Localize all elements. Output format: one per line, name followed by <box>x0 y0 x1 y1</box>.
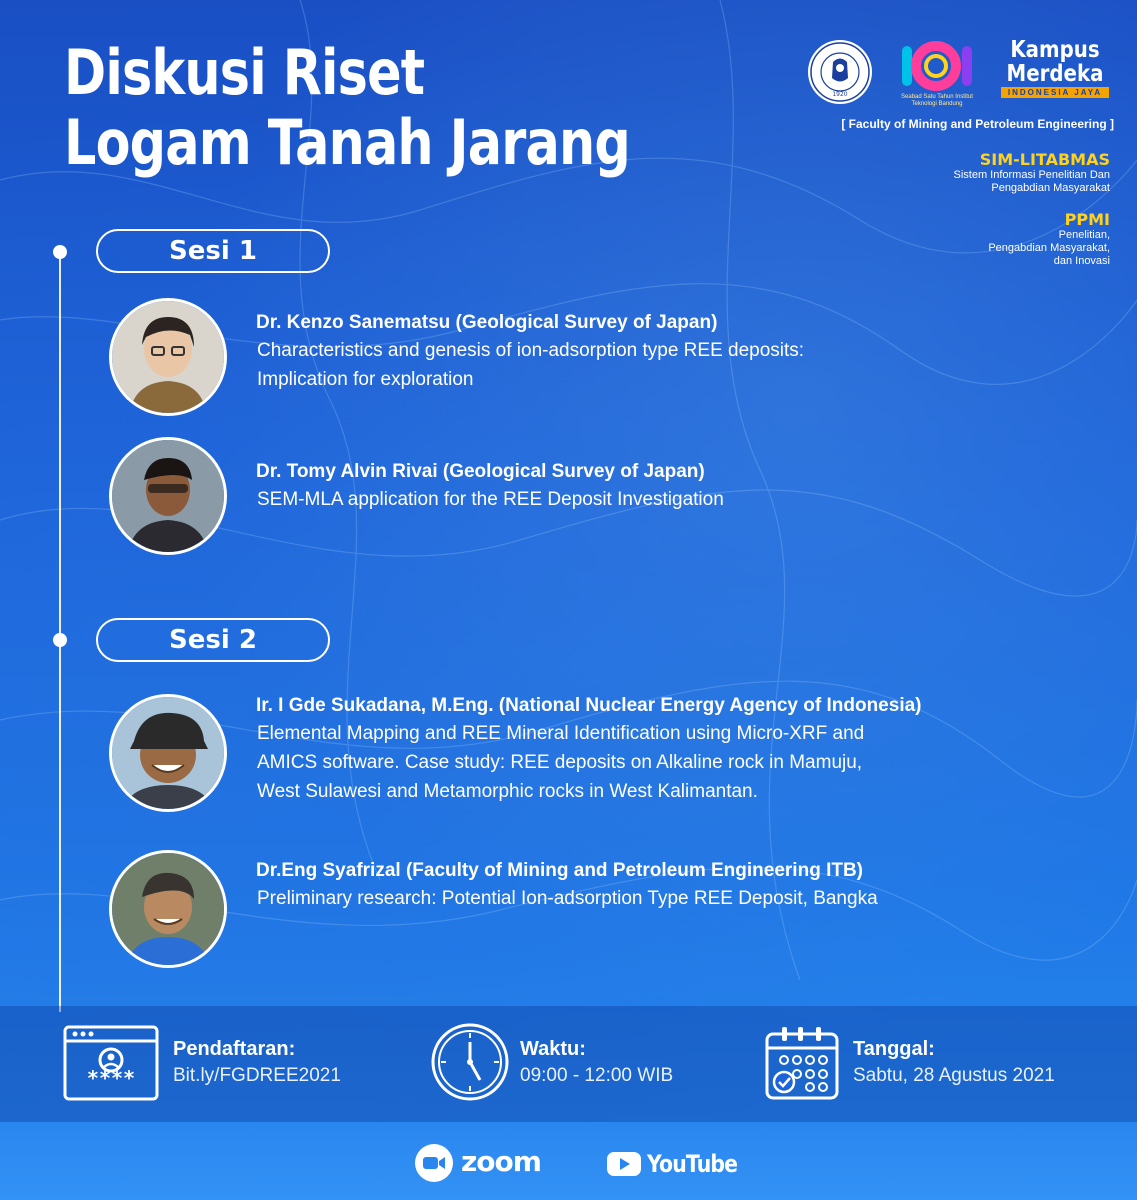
anniversary-caption: Seabad Satu Tahun Institut Teknologi Bandung <box>901 94 973 107</box>
topic-line-1: SEM-MLA application for the REE Deposit Investigation <box>257 489 724 510</box>
org-desc-line-3: dan Inovasi <box>1053 255 1110 267</box>
speaker-topic <box>257 485 1107 514</box>
speaker-photo <box>109 298 227 416</box>
speaker-photo <box>109 437 227 555</box>
timeline-dot-session-1 <box>53 245 67 259</box>
org-ppmi <box>988 211 1110 268</box>
indonesia-jaya-band: INDONESIA JAYA <box>1001 87 1109 98</box>
speaker-topic <box>257 884 1107 913</box>
topic-line-1: Preliminary research: Potential Ion-adsorption Type REE Deposit, Bangka <box>257 888 878 909</box>
time-label: Waktu: <box>520 1038 586 1060</box>
zoom-camera-icon <box>414 1143 454 1183</box>
faculty-label: [ Faculty of Mining and Petroleum Engineering ] <box>841 117 1114 131</box>
date-value: Sabtu, 28 Agustus 2021 <box>853 1065 1055 1086</box>
password-mask: **** <box>86 1066 136 1090</box>
itb-seal-logo <box>806 38 874 106</box>
svg-text:1920: 1920 <box>832 91 848 98</box>
youtube-play-icon <box>606 1150 642 1180</box>
org-desc-line-2: Pengabdian Masyarakat, <box>988 242 1110 254</box>
kampus-word: Kampus <box>1010 37 1100 63</box>
calendar-icon <box>764 1024 840 1102</box>
person-photo-icon <box>112 440 224 552</box>
speaker-photo <box>109 694 227 812</box>
speaker-name: Dr. Tomy Alvin Rivai (Geological Survey of Japan) <box>256 461 705 482</box>
youtube-logo <box>606 1146 738 1182</box>
speaker-topic <box>257 719 1107 806</box>
org-desc-line-1: Penelitian, <box>1058 229 1110 241</box>
title-line-2: Logam Tanah Jarang <box>64 106 630 179</box>
date-label: Tanggal: <box>853 1038 935 1060</box>
title-line-1: Diskusi Riset <box>64 36 425 109</box>
zoom-wordmark: zoom <box>461 1145 541 1178</box>
topic-line-3: West Sulawesi and Metamorphic rocks in West Kalimantan. <box>257 781 758 802</box>
platform-bar <box>0 1122 1137 1200</box>
speaker-photo <box>109 850 227 968</box>
org-name: SIM-LITABMAS <box>979 150 1110 169</box>
person-photo-icon <box>112 697 224 809</box>
speaker-topic <box>257 336 1107 394</box>
session-1-pill: Sesi 1 <box>96 229 330 273</box>
org-sim-litabmas <box>953 151 1110 195</box>
person-photo-icon <box>112 853 224 965</box>
speaker-name: Ir. I Gde Sukadana, M.Eng. (National Nuclear Energy Agency of Indonesia) <box>256 695 922 716</box>
person-photo-icon <box>112 301 224 413</box>
registration-label: Pendaftaran: <box>173 1038 296 1060</box>
kampus-merdeka-logo <box>996 38 1114 98</box>
topic-line-2: Implication for exploration <box>257 369 474 390</box>
org-desc-line-2: Pengabdian Masyarakat <box>991 182 1110 194</box>
topic-line-2: AMICS software. Case study: REE deposits on Alkaline rock in Mamuju, <box>257 752 863 773</box>
clock-icon <box>430 1022 510 1102</box>
zoom-logo <box>414 1143 541 1183</box>
registration-link[interactable]: Bit.ly/FGDREE2021 <box>173 1065 341 1086</box>
youtube-wordmark: YouTube <box>647 1150 738 1178</box>
timeline-line <box>59 252 61 1012</box>
topic-line-1: Elemental Mapping and REE Mineral Identification using Micro-XRF and <box>257 723 865 744</box>
anniversary-101-icon <box>896 36 978 94</box>
timeline-dot-session-2 <box>53 633 67 647</box>
org-desc-line-1: Sistem Informasi Penelitian Dan <box>953 169 1110 181</box>
speaker-name: Dr.Eng Syafrizal (Faculty of Mining and Petroleum Engineering ITB) <box>256 860 864 881</box>
event-title <box>64 38 630 178</box>
time-value: 09:00 - 12:00 WIB <box>520 1065 674 1086</box>
itb-seal-icon <box>806 38 874 106</box>
topic-line-1: Characteristics and genesis of ion-adsorption type REE deposits: <box>257 340 805 361</box>
merdeka-word: Merdeka <box>1006 61 1104 87</box>
session-2-pill: Sesi 2 <box>96 618 330 662</box>
org-name: PPMI <box>1064 210 1110 229</box>
speaker-name: Dr. Kenzo Sanematsu (Geological Survey of Japan) <box>256 312 718 333</box>
anniversary-101-logo <box>896 36 978 106</box>
